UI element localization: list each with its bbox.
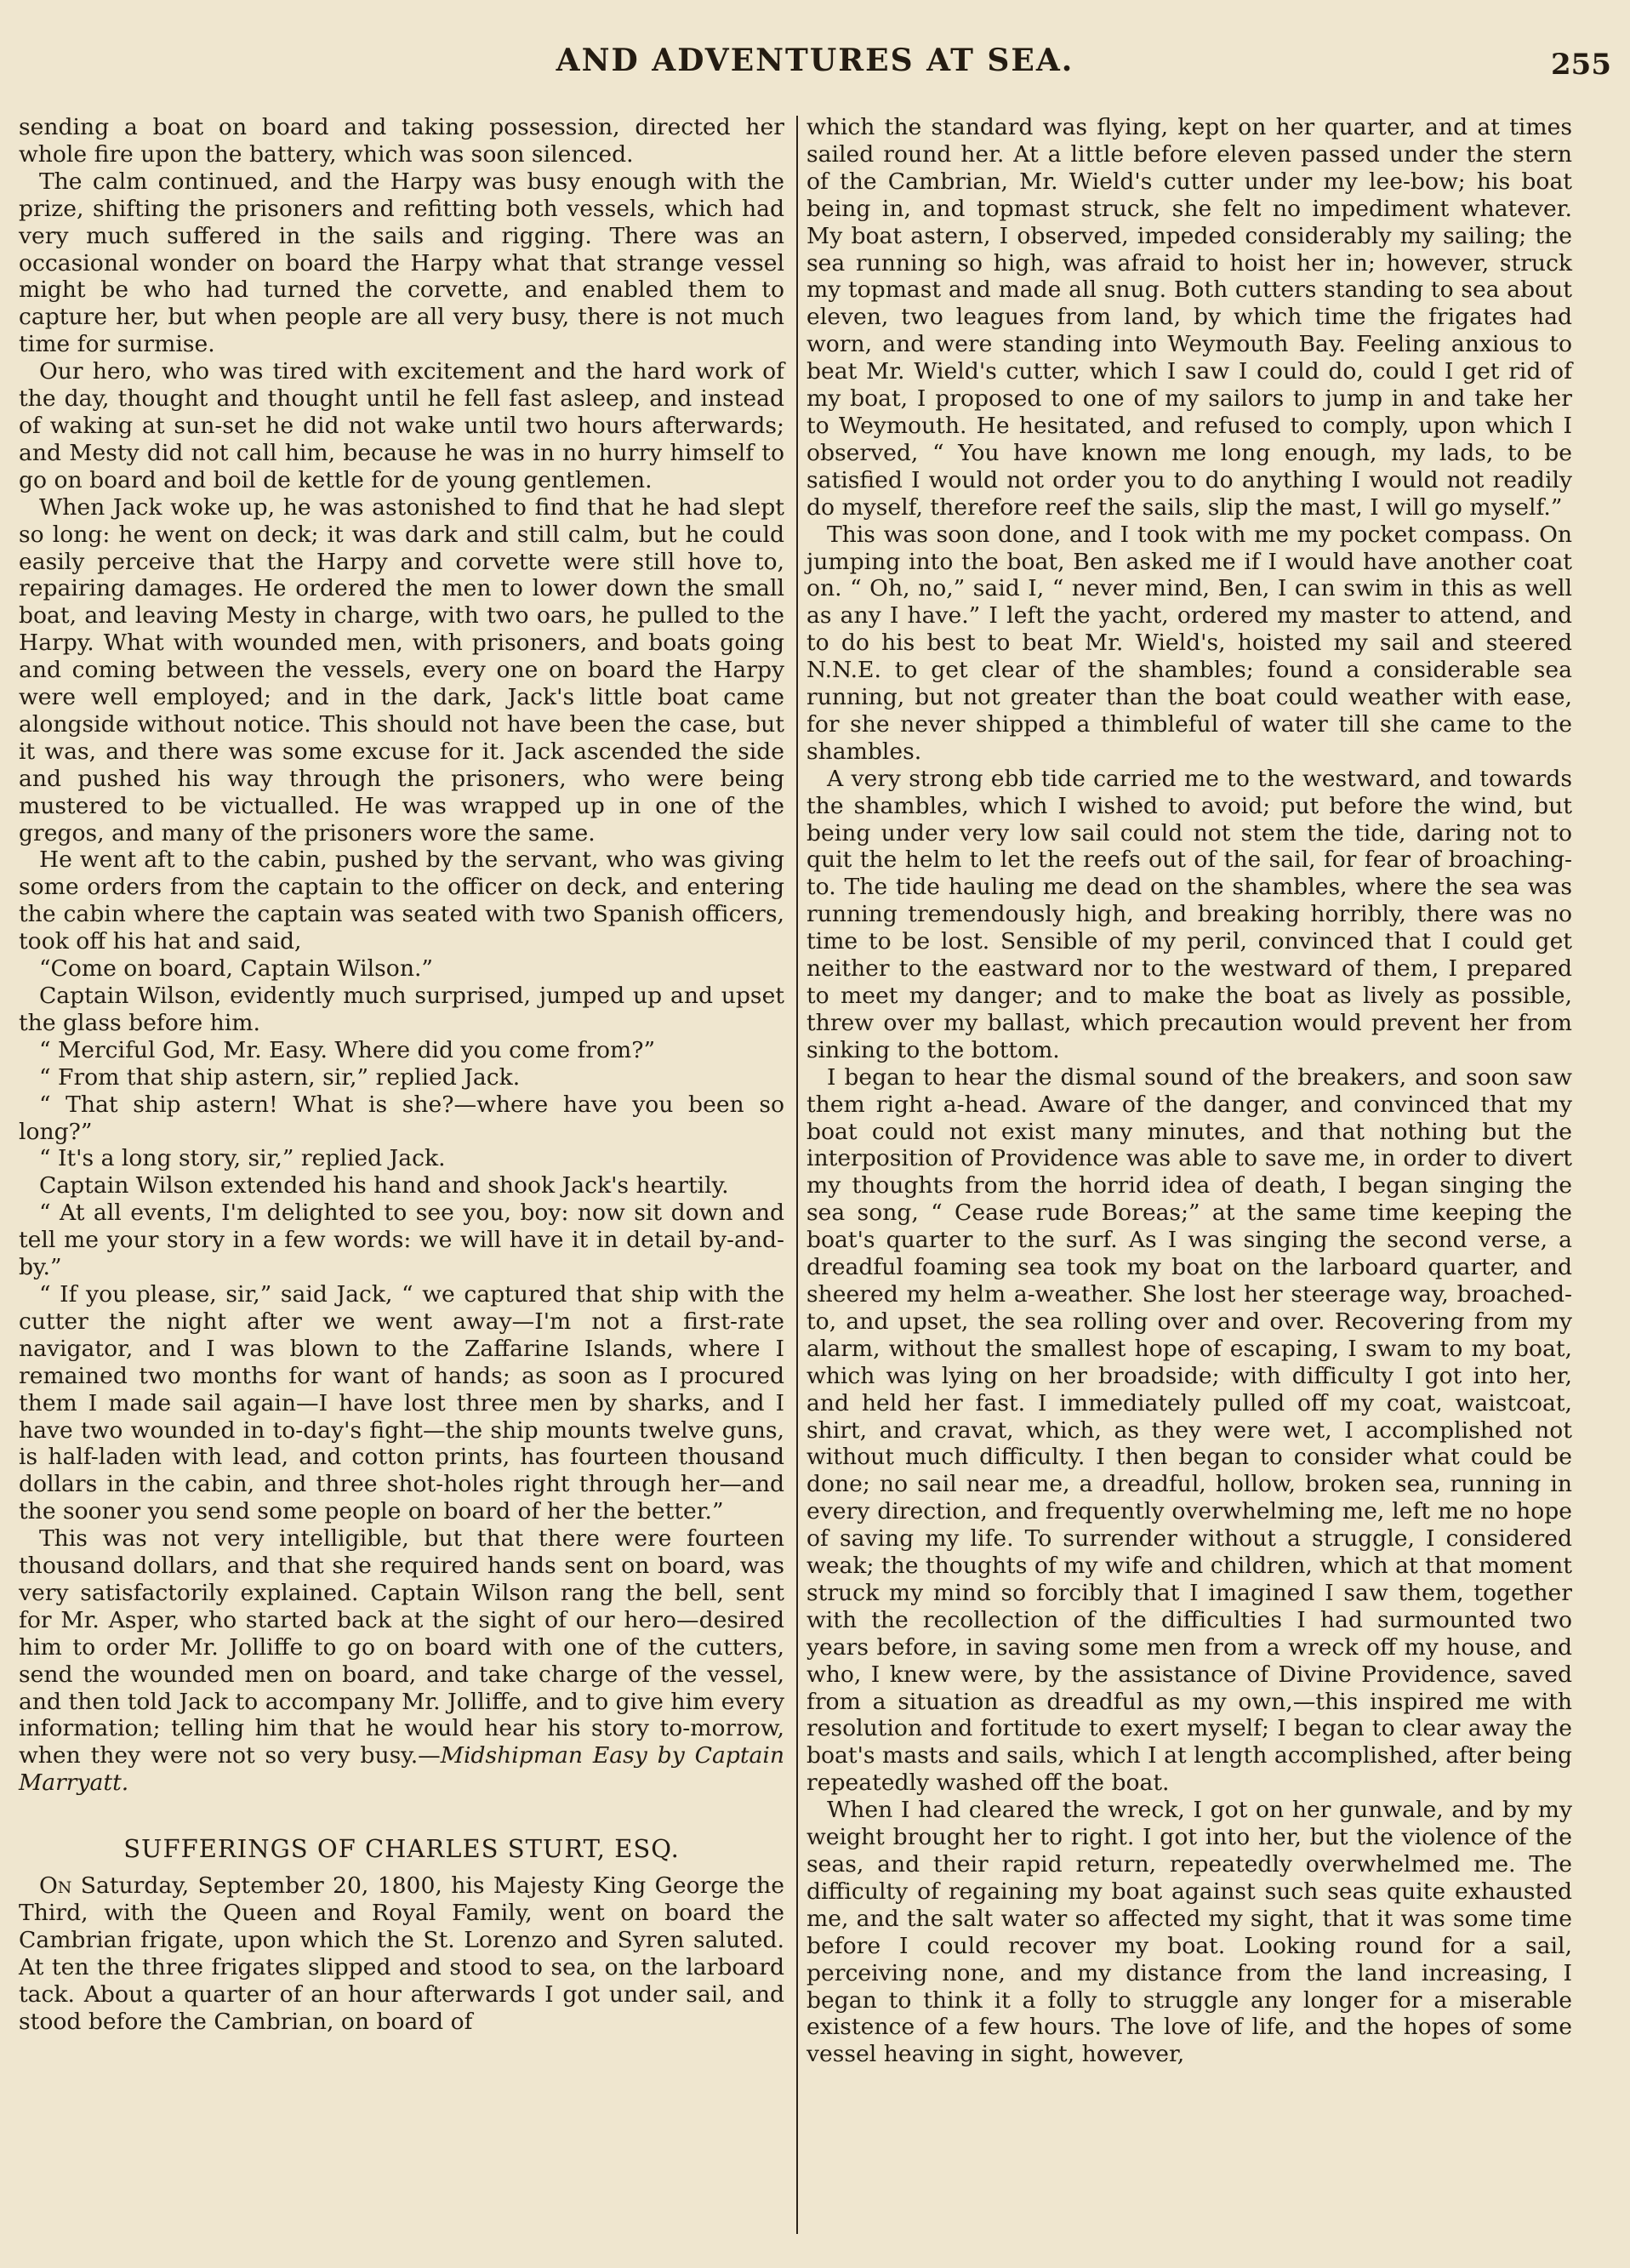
- paragraph: This was soon done, and I took with me my pocket compass. On jumping into the boat, Ben asked me if I would have another coat on. “ Oh, no,” said I, “ never mind, Ben, I can swim in this as well as any I have.” I left the yacht, ordered my master to attend, and to do his best to beat Mr. Wield's, hoisted my sail and steered N.N.E. to get clear of the shambles; found a considerable sea running, but not greater than the boat could weather with ease, for she never shipped a thimbleful of water till she came to the shambles.: [806, 521, 1572, 765]
- paragraph: sending a boat on board and taking possession, directed her whole fire upon the battery, which was soon silenced.: [19, 114, 784, 168]
- paragraph: When I had cleared the wreck, I got on her gunwale, and by my weight brought her to right. I got into her, but the violence of the seas, and their rapid return, repeatedly overwhelmed me. The difficulty of regaining my boat against such seas quite exhausted me, and the salt water so affected my sight, that it was some time before I could recover my boat. Looking round for a sail, perceiving none, and my distance from the land increasing, I began to think it a folly to struggle any longer for a miserable existence of a few hours. The love of life, and the hopes of some vessel heaving in sight, however,: [806, 1797, 1572, 2068]
- paragraph-with-attribution: [19, 1525, 784, 1797]
- paragraph: A very strong ebb tide carried me to the westward, and towards the shambles, which I wished to avoid; put before the wind, but being under very low sail could not stem the tide, daring not to quit the helm to let the reefs out of the sail, for fear of broaching-to. The tide hauling me dead on the shambles, where the sea was running tremendously high, and breaking horribly, there was no time to be lost. Sensible of my peril, convinced that I could get neither to the eastward nor to the westward of them, I prepared to meet my danger; and to make the boat as lively as possible, threw over my ballast, which precaution would prevent her from sinking to the bottom.: [806, 765, 1572, 1063]
- paragraph-text: This was not very intelligible, but that there were fourteen thousand dollars, and that she required hands sent on board, was very satisfactorily explained. Captain Wilson rang the bell, sent for Mr. Asper, who started back at the sight of our hero—desired him to order Mr. Jolliffe to go on board with one of the cutters, send the wounded men on board, and take charge of the vessel, and then told Jack to accompany Mr. Jolliffe, and to give him every information; telling him that he would hear his story to-morrow, when they were not so very busy.—: [19, 1525, 784, 1769]
- paragraph: “ If you please, sir,” said Jack, “ we captured that ship with the cutter the night after we went away—I'm not a first-rate navigator, and I was blown to the Zaffarine Islands, where I remained two months for want of hands; as soon as I procured them I made sail again—I have lost three men by sharks, and I have two wounded in to-day's fight—the ship mounts twelve guns, is half-laden with lead, and cotton prints, has fourteen thousand dollars in the cabin, and three shot-holes right through her—and the sooner you send some people on board of her the better.”: [19, 1280, 784, 1525]
- left-column: [19, 114, 784, 2035]
- lead-word: On: [38, 1872, 72, 1899]
- paragraph: “ That ship astern! What is she?—where have you been so long?”: [19, 1091, 784, 1145]
- paragraph: “ At all events, I'm delighted to see you, boy: now sit down and tell me your story in a few words: we will have it in detail by-and-by.”: [19, 1200, 784, 1281]
- paragraph: which the standard was flying, kept on her quarter, and at times sailed round her. At a little before eleven passed under the stern of the Cambrian, Mr. Wield's cutter under my lee-bow; his boat being in, and topmast struck, she felt no impediment whatever. My boat astern, I observed, impeded considerably my sailing; the sea running so high, was afraid to hoist her in; however, struck my topmast and made all snug. Both cutters standing to sea about eleven, two leagues from land, by which time the frigates had worn, and were standing into Weymouth Bay. Feeling anxious to beat Mr. Wield's cutter, which I saw I could do, could I get rid of my boat, I proposed to one of my sailors to jump in and take her to Weymouth. He hesitated, and refused to comply, upon which I observed, “ You have known me long enough, my lads, to be satisfied I would not order you to do anything I would not readily do myself, therefore reef the sails, slip the mast, I will go myself.”: [806, 114, 1572, 521]
- paragraph: Captain Wilson extended his hand and shook Jack's heartily.: [38, 1172, 729, 1200]
- paragraph: The calm continued, and the Harpy was busy enough with the prize, shifting the prisoners and refitting both vessels, which had very much suffered in the sails and rigging. There was an occasional wonder on board the Harpy what that strange vessel might be who had turned the corvette, and enabled them to capture her, but when people are all very busy, there is not much time for surmise.: [19, 168, 784, 358]
- paragraph: “Come on board, Captain Wilson.”: [38, 955, 433, 983]
- page-header: [0, 37, 1630, 88]
- paragraph: Captain Wilson, evidently much surprised, jumped up and upset the glass before him.: [19, 983, 784, 1036]
- running-title: AND ADVENTURES AT SEA.: [556, 43, 1074, 78]
- right-column: [806, 114, 1572, 2068]
- paragraph: [19, 1872, 784, 2035]
- paragraph: When Jack woke up, he was astonished to find that he had slept so long: he went on deck; it was dark and still calm, but he could easily perceive that the Harpy and corvette were still hove to, repairing damages. He ordered the men to lower down the small boat, and leaving Mesty in charge, with two oars, he pulled to the Harpy. What with wounded men, with prisoners, and boats going and coming between the vessels, every one on board the Harpy were well employed; and in the dark, Jack's little boat came alongside without notice. This should not have been the case, but it was, and there was some excuse for it. Jack ascended the side and pushed his way through the prisoners, who were being mustered to be victualled. He was wrapped up in one of the gregos, and many of the prisoners wore the same.: [19, 493, 784, 846]
- paragraph: “ From that ship astern, sir,” replied Jack.: [38, 1063, 521, 1091]
- section-title: SUFFERINGS OF CHARLES STURT, ESQ.: [123, 1834, 680, 1864]
- paragraph: Our hero, who was tired with excitement and the hard work of the day, thought and thought until he fell fast asleep, and instead of waking at sun-set he did not wake until two hours afterwards; and Mesty did not call him, because he was in no hurry himself to go on board and boil de kettle for de young gentlemen.: [19, 358, 784, 493]
- column-divider: [796, 116, 798, 2234]
- paragraph: He went aft to the cabin, pushed by the servant, who was giving some orders from the captain to the officer on deck, and entering the cabin where the captain was seated with two Spanish officers, took off his hat and said,: [19, 846, 784, 955]
- source-attribution: Midshipman Easy by Captain Marryatt.: [19, 1742, 784, 1797]
- paragraph: “ Merciful God, Mr. Easy. Where did you come from?”: [38, 1036, 656, 1063]
- paragraph: I began to hear the dismal sound of the breakers, and soon saw them right a-head. Aware of the danger, and convinced that my boat could not exist many minutes, and that nothing but the interposition of Providence was able to save me, in order to divert my thoughts from the horrid idea of death, I began singing the sea song, “ Cease rude Boreas;” at the same time keeping the boat's quarter to the surf. As I was singing the second verse, a dreadful foaming sea took my boat on the larboard quarter, and sheered my helm a-weather. She lost her steerage way, broached-to, and upset, the sea rolling over and over. Recovering from my alarm, without the smallest hope of escaping, I swam to my boat, which was lying on her broadside; with difficulty I got into her, and held her fast. I immediately pulled off my coat, waistcoat, shirt, and cravat, which, as they were wet, I accomplished not without much difficulty. I then began to consider what could be done; no sail near me, a dreadful, hollow, broken sea, running in every direction, and frequently overwhelming me, left me no hope of saving my life. To surrender without a struggle, I considered weak; the thoughts of my wife and children, which at that moment struck my mind so forcibly that I imagined I saw them, together with the recollection of the difficulties I had surmounted two years before, in saving some men from a wreck off my house, and who, I knew were, by the assistance of Divine Providence, saved from a situation as dreadful as my own,—this inspired me with resolution and fortitude to exert myself; I began to clear away the boat's masts and sails, which I at length accomplished, after being repeatedly washed off the boat.: [806, 1063, 1572, 1797]
- paragraph: “ It's a long story, sir,” replied Jack.: [38, 1145, 446, 1172]
- paragraph-text: Saturday, September 20, 1800, his Majesty King George the Third, with the Queen and Royal Family, went on board the Cambrian frigate, upon which the St. Lorenzo and Syren saluted. At ten the three frigates slipped and stood to sea, on the larboard tack. About a quarter of an hour afterwards I got under sail, and stood before the Cambrian, on board of: [19, 1872, 784, 2035]
- page-number: 255: [1551, 48, 1611, 82]
